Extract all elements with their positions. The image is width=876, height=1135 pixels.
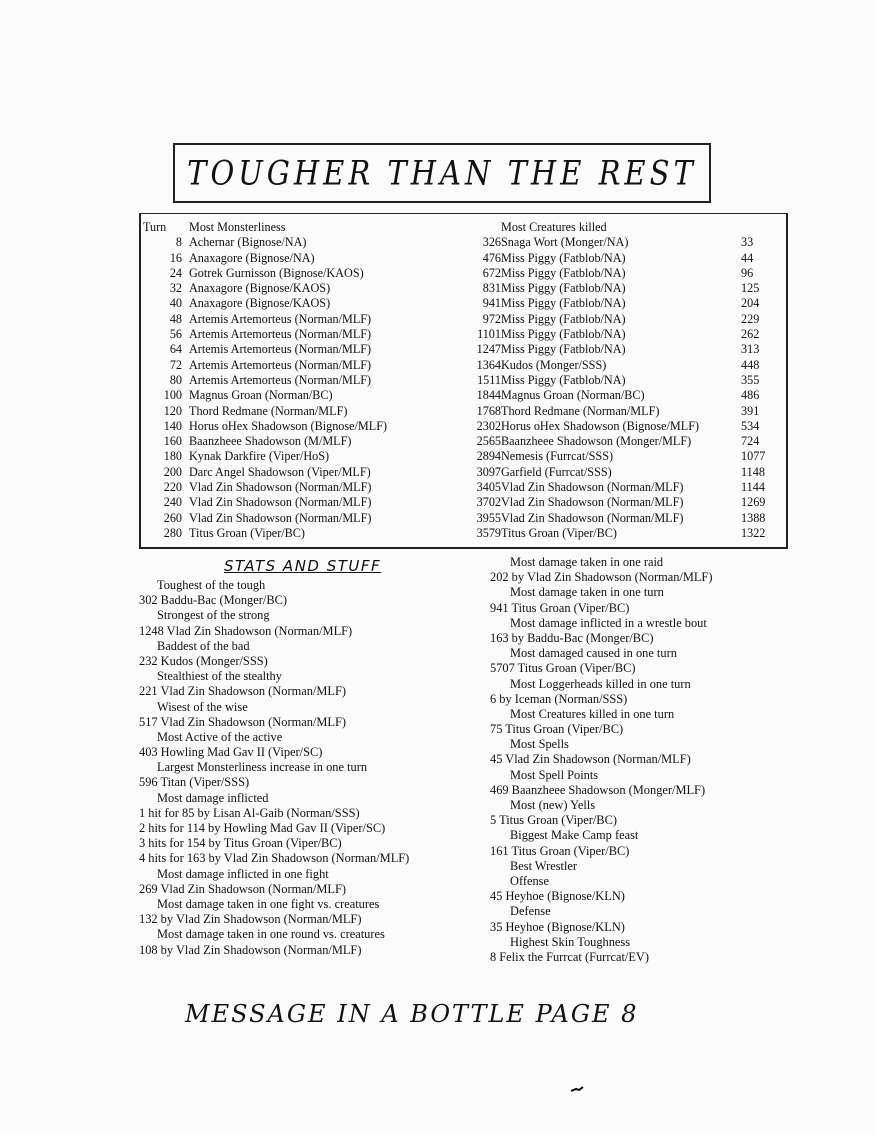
stat-value: 302 Baddu-Bac (Monger/BC) — [139, 593, 287, 608]
monsterliness-name-cell: Vlad Zin Shadowson (Norman/MLF) — [189, 480, 372, 495]
killed-value-cell: 204 — [741, 296, 760, 311]
monsterliness-value-cell: 831 — [482, 281, 501, 296]
monsterliness-name-cell: Anaxagore (Bignose/NA) — [189, 250, 315, 265]
killed-name-cell: Nemesis (Furrcat/SSS) — [501, 449, 614, 464]
stat-value: 5 Titus Groan (Viper/BC) — [490, 813, 617, 828]
killed-name-cell: Miss Piggy (Fatblob/NA) — [501, 372, 626, 387]
killed-value-cell: 1269 — [741, 495, 766, 510]
monsterliness-name-cell: Kynak Darkfire (Viper/HoS) — [189, 449, 330, 464]
stat-value: 517 Vlad Zin Shadowson (Norman/MLF) — [139, 714, 346, 729]
monsterliness-value-cell: 326 — [482, 235, 501, 250]
stat-value: 1248 Vlad Zin Shadowson (Norman/MLF) — [139, 623, 353, 638]
stat-category: Most damage taken in one raid — [510, 555, 664, 569]
turn-cell: 72 — [169, 357, 182, 372]
turn-cell: 240 — [163, 495, 182, 510]
turn-cell: 100 — [163, 388, 182, 403]
records-table — [139, 213, 788, 549]
killed-value-cell: 1148 — [741, 464, 765, 479]
stat-value: 2 hits for 114 by Howling Mad Gav II (Viper/SC) — [139, 821, 386, 835]
stat-value: 403 Howling Mad Gav II (Viper/SC) — [139, 745, 323, 760]
killed-name-cell: Vlad Zin Shadowson (Norman/MLF) — [501, 480, 684, 495]
turn-cell: 56 — [169, 327, 182, 342]
stat-value: 941 Titus Groan (Viper/BC) — [490, 600, 630, 615]
stat-category: Strongest of the strong — [157, 608, 270, 623]
monsterliness-name-cell: Thord Redmane (Norman/MLF) — [189, 403, 348, 418]
monsterliness-name-cell: Artemis Artemorteus (Norman/MLF) — [189, 342, 372, 357]
killed-value-cell: 96 — [741, 265, 754, 280]
monsterliness-name-cell: Artemis Artemorteus (Norman/MLF) — [189, 311, 372, 326]
monsterliness-name-cell: Darc Angel Shadowson (Viper/MLF) — [189, 464, 371, 479]
monsterliness-value-cell: 2302 — [476, 418, 501, 433]
monsterliness-name-cell: Horus oHex Shadowson (Bignose/MLF) — [189, 418, 388, 433]
stat-category: Most damaged caused in one turn — [510, 646, 677, 661]
stat-category: Most Loggerheads killed in one turn — [510, 676, 691, 691]
stat-value: 596 Titan (Viper/SSS) — [139, 775, 250, 790]
killed-value-cell: 33 — [741, 235, 754, 250]
stat-category: Most (new) Yells — [510, 798, 596, 812]
stat-category: Offense — [510, 873, 549, 888]
turn-cell: 120 — [163, 403, 182, 418]
stat-category: Most damage inflicted — [157, 790, 269, 805]
killed-name-cell: Magnus Groan (Norman/BC) — [501, 388, 645, 403]
stats-right-column — [490, 555, 780, 965]
killed-name-cell: Vlad Zin Shadowson (Norman/MLF) — [501, 510, 684, 525]
monsterliness-value-cell: 3097 — [476, 464, 501, 479]
monsterliness-header: Most Monsterliness — [189, 220, 286, 234]
killed-value-cell: 1077 — [741, 449, 766, 464]
stat-value: 469 Baanzheee Shadowson (Monger/MLF) — [490, 782, 706, 797]
monsterliness-value-cell: 3702 — [476, 495, 501, 510]
monsterliness-value-cell: 941 — [482, 296, 501, 311]
killed-name-cell: Vlad Zin Shadowson (Norman/MLF) — [501, 495, 684, 510]
stat-value: 4 hits for 163 by Vlad Zin Shadowson (Norman/MLF) — [139, 851, 410, 866]
killed-value-cell: 125 — [741, 281, 760, 296]
monsterliness-value-cell: 1768 — [476, 403, 501, 418]
killed-name-column — [501, 220, 751, 541]
monsterliness-name-cell: Anaxagore (Bignose/KAOS) — [189, 296, 331, 311]
stat-category: Most damage inflicted in a wrestle bout — [510, 615, 707, 630]
killed-name-cell: Snaga Wort (Monger/NA) — [501, 235, 629, 250]
monsterliness-value-cell: 672 — [482, 265, 501, 280]
turn-cell: 24 — [169, 265, 182, 280]
killed-value-cell: 1144 — [741, 480, 765, 495]
stats-left-column — [139, 578, 459, 958]
stat-category: Most damage inflicted in one fight — [157, 866, 329, 881]
stat-value: 132 by Vlad Zin Shadowson (Norman/MLF) — [139, 912, 362, 927]
stat-value: 1 hit for 85 by Lisan Al-Gaib (Norman/SSS) — [139, 805, 360, 820]
monsterliness-name-cell: Vlad Zin Shadowson (Norman/MLF) — [189, 510, 372, 525]
monsterliness-name-column — [189, 220, 454, 541]
killed-name-cell: Titus Groan (Viper/BC) — [501, 525, 617, 540]
stat-category: Defense — [510, 904, 551, 919]
turn-cell: 16 — [169, 250, 182, 265]
monsterliness-value-cell: 3955 — [476, 510, 501, 525]
killed-name-cell: Thord Redmane (Norman/MLF) — [501, 403, 660, 418]
killed-value-cell: 534 — [741, 418, 760, 433]
killed-name-cell: Garfield (Furrcat/SSS) — [501, 464, 612, 479]
stat-value: 3 hits for 154 by Titus Groan (Viper/BC) — [139, 836, 342, 851]
killed-name-cell: Baanzheee Shadowson (Monger/MLF) — [501, 434, 692, 449]
monsterliness-value-cell: 1101 — [477, 327, 501, 342]
stat-value: 221 Vlad Zin Shadowson (Norman/MLF) — [139, 684, 346, 699]
turn-cell: 48 — [169, 311, 182, 326]
monsterliness-name-cell: Vlad Zin Shadowson (Norman/MLF) — [189, 495, 372, 510]
stat-category: Stealthiest of the stealthy — [157, 669, 282, 684]
killed-name-cell: Miss Piggy (Fatblob/NA) — [501, 311, 626, 326]
killed-name-cell: Miss Piggy (Fatblob/NA) — [501, 281, 626, 296]
killed-name-cell: Miss Piggy (Fatblob/NA) — [501, 342, 626, 357]
killed-value-column — [741, 220, 787, 541]
monsterliness-name-cell: Artemis Artemorteus (Norman/MLF) — [189, 372, 372, 387]
stat-category: Highest Skin Toughness — [510, 934, 631, 949]
monsterliness-name-cell: Achernar (Bignose/NA) — [189, 235, 307, 250]
stat-category: Biggest Make Camp feast — [510, 828, 639, 843]
monsterliness-name-cell: Titus Groan (Viper/BC) — [189, 525, 305, 540]
monsterliness-value-cell: 3579 — [476, 525, 501, 540]
turn-cell: 80 — [169, 372, 182, 387]
stat-category: Toughest of the tough — [157, 578, 266, 592]
monsterliness-value-cell: 2565 — [476, 434, 501, 449]
monsterliness-name-cell: Gotrek Gurnisson (Bignose/KAOS) — [189, 265, 364, 280]
killed-value-cell: 44 — [741, 250, 754, 265]
stat-category: Most damage taken in one fight vs. creatures — [157, 896, 380, 911]
killed-value-cell: 1322 — [741, 525, 766, 540]
monsterliness-value-cell: 1511 — [477, 372, 501, 387]
turn-cell: 160 — [163, 434, 182, 449]
turn-cell: 260 — [163, 510, 182, 525]
killed-name-cell: Miss Piggy (Fatblob/NA) — [501, 296, 626, 311]
turn-cell: 40 — [169, 296, 182, 311]
stat-value: 8 Felix the Furrcat (Furrcat/EV) — [490, 949, 649, 964]
page-footer: MESSAGE IN A BOTTLE PAGE 8 — [185, 1000, 639, 1028]
killed-value-cell: 262 — [741, 327, 760, 342]
killed-name-cell: Horus oHex Shadowson (Bignose/MLF) — [501, 418, 700, 433]
stat-category: Most Active of the active — [157, 729, 283, 744]
stat-value: 75 Titus Groan (Viper/BC) — [490, 722, 624, 737]
monsterliness-value-cell: 1247 — [476, 342, 501, 357]
monsterliness-name-cell: Magnus Groan (Norman/BC) — [189, 388, 333, 403]
turn-cell: 200 — [163, 464, 182, 479]
killed-value-cell: 448 — [741, 357, 760, 372]
monsterliness-value-cell: 1844 — [476, 388, 501, 403]
stat-category: Most Spell Points — [510, 767, 599, 782]
stat-value: 232 Kudos (Monger/SSS) — [139, 653, 268, 668]
page-title: TOUGHER THAN THE REST — [187, 153, 697, 193]
stat-category: Largest Monsterliness increase in one turn — [157, 760, 368, 775]
killed-name-cell: Miss Piggy (Fatblob/NA) — [501, 327, 626, 342]
turn-cell: 220 — [163, 480, 182, 495]
killed-value-cell: 1388 — [741, 510, 766, 525]
monsterliness-value-column — [441, 220, 501, 541]
turn-cell: 180 — [163, 449, 182, 464]
ink-speck — [570, 1086, 584, 1092]
killed-value-cell: 313 — [741, 342, 760, 357]
turn-cell: 32 — [169, 281, 182, 296]
stat-value: 35 Heyhoe (Bignose/KLN) — [490, 919, 625, 934]
title-box — [173, 143, 711, 203]
monsterliness-value-cell: 2894 — [476, 449, 501, 464]
monsterliness-name-cell: Baanzheee Shadowson (M/MLF) — [189, 434, 352, 449]
stat-value: 269 Vlad Zin Shadowson (Norman/MLF) — [139, 881, 346, 896]
killed-name-cell: Miss Piggy (Fatblob/NA) — [501, 250, 626, 265]
stat-category: Baddest of the bad — [157, 638, 250, 653]
monsterliness-value-cell: 476 — [482, 250, 501, 265]
monsterliness-value-cell: 972 — [482, 311, 501, 326]
killed-value-cell: 486 — [741, 388, 760, 403]
monsterliness-value-cell: 3405 — [476, 480, 501, 495]
monsterliness-value-cell: 1364 — [476, 357, 501, 372]
stat-value: 202 by Vlad Zin Shadowson (Norman/MLF) — [490, 570, 713, 585]
stat-value: 45 Heyhoe (Bignose/KLN) — [490, 889, 625, 904]
stat-category: Most damage taken in one round vs. creatures — [157, 927, 385, 942]
killed-value-cell: 724 — [741, 434, 760, 449]
stat-category: Wisest of the wise — [157, 699, 248, 714]
killed-header: Most Creatures killed — [501, 220, 607, 234]
stat-value: 5707 Titus Groan (Viper/BC) — [490, 661, 636, 676]
turn-cell: 140 — [163, 418, 182, 433]
turn-cell: 64 — [169, 342, 182, 357]
stat-value: 108 by Vlad Zin Shadowson (Norman/MLF) — [139, 942, 362, 957]
killed-name-cell: Miss Piggy (Fatblob/NA) — [501, 265, 626, 280]
turn-cell: 8 — [175, 235, 182, 250]
stat-category: Most damage taken in one turn — [510, 585, 664, 600]
stat-value: 45 Vlad Zin Shadowson (Norman/MLF) — [490, 752, 691, 767]
stats-heading: STATS AND STUFF — [224, 557, 382, 575]
turn-header: Turn — [143, 220, 167, 234]
monsterliness-name-cell: Artemis Artemorteus (Norman/MLF) — [189, 327, 372, 342]
stat-value: 6 by Iceman (Norman/SSS) — [490, 691, 628, 706]
stat-category: Best Wrestler — [510, 858, 578, 873]
stat-value: 163 by Baddu-Bac (Monger/BC) — [490, 630, 654, 645]
turn-column — [143, 220, 185, 541]
killed-value-cell: 355 — [741, 372, 760, 387]
killed-value-cell: 229 — [741, 311, 760, 326]
monsterliness-name-cell: Artemis Artemorteus (Norman/MLF) — [189, 357, 372, 372]
killed-value-cell: 391 — [741, 403, 760, 418]
monsterliness-name-cell: Anaxagore (Bignose/KAOS) — [189, 281, 331, 296]
stat-category: Most Creatures killed in one turn — [510, 706, 675, 721]
stat-category: Most Spells — [510, 737, 569, 752]
stat-value: 161 Titus Groan (Viper/BC) — [490, 843, 630, 858]
turn-cell: 280 — [163, 525, 182, 540]
killed-name-cell: Kudos (Monger/SSS) — [501, 357, 607, 372]
